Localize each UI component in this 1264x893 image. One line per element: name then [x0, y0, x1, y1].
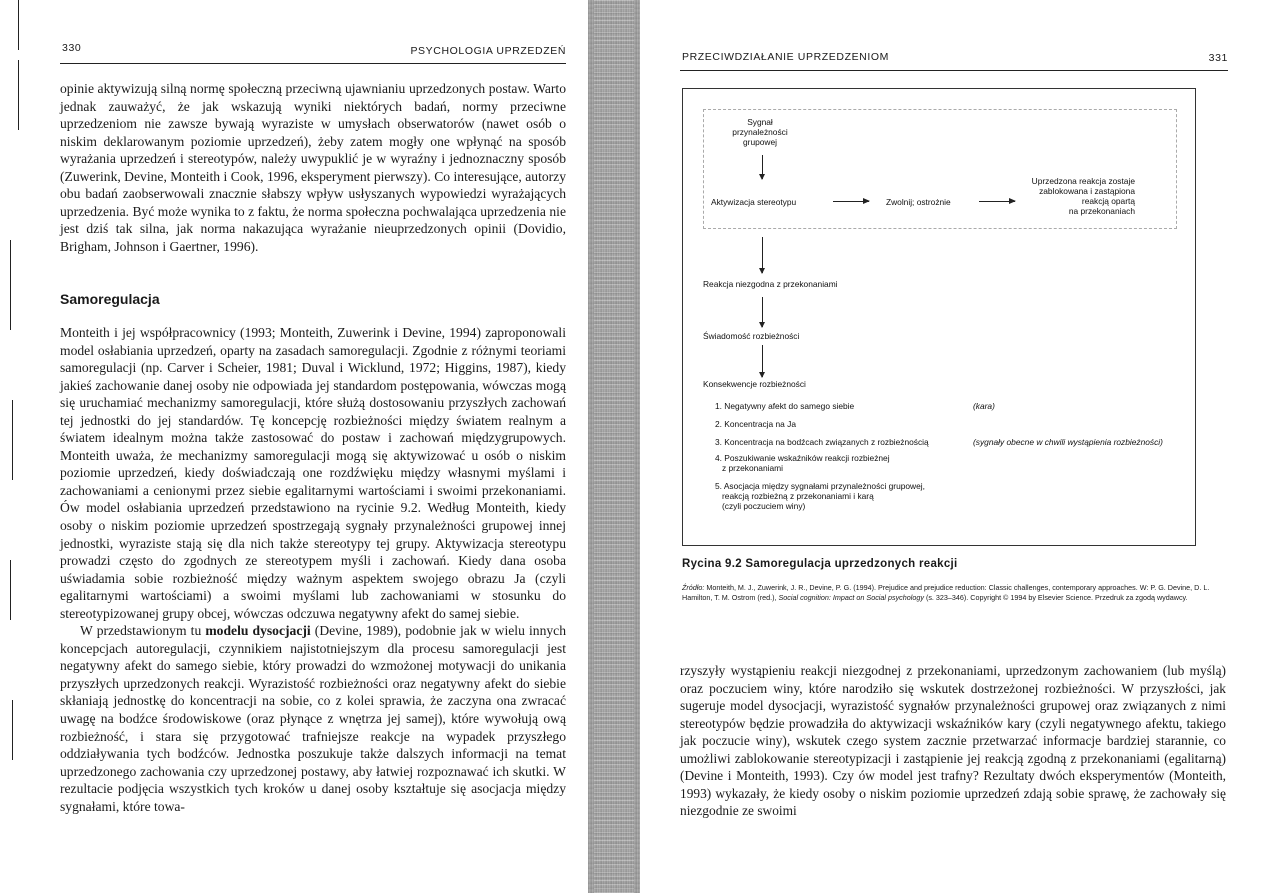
- fig-awareness: Świadomość rozbieżności: [703, 331, 800, 341]
- fig-text: 4. Poszukiwanie wskaźników reakcji rozbieżnej: [715, 453, 890, 463]
- paragraph-text: Monteith i jej współpracownicy (1993; Monteith, Zuwerink i Devine, 1994) zaproponowali model osłabiania uprzedzeń, oparty na zasadach samoregulacji. Zgodnie z różnymi teoriami samoregulacji (np. Carver i Scheier, 1981; Duval i Wicklund, 1972; Higgins, 1987), kiedy jakieś zachowanie danej osoby nie odpowiada jej standardom postępowania, wówczas mogą się uruchamiać mechanizmy samoregulacji, które służą dostosowaniu przyszłych zachowań tej jednostki do jej standardów. Tę koncepcję rozbieżności między światem realnym a światem idealnym można także zastosować do postaw i zachowań międzygrupowych. Monteith uważa, że mechanizmy samoregulacji mogą się aktywizować u osób o niskim poziomie uprzedzeń, kiedy doświadczają one rozdźwięku między własnymi myślami i zachowaniami a cenionymi przez siebie egalitarnymi wartościami i swoimi przekonaniami. Ów model osłabiania uprzedzeń przedstawiono na rycinie 9.2. Według Monteith, kiedy osoby o niskim poziomie uprzedzeń spostrzegają sygnały przynależności grupowej innej jednostki, wyraziste stają się dla nich także stereotypy tej grupy. Aktywizacja stereotypu prowadzi często do zgodnych ze stereotypem myśli i zachowań. Kiedy dana osoba uświadamia sobie rozbieżność między ważnym aspektem swojego obrazu Ja (czyli egalitarnymi wartościami) a swoimi myślami lub zachowaniami w stosunku do stereotypizowanej grupy obcej, wówczas odczuwa negatywny afekt do samej siebie.: [60, 325, 566, 621]
- fig-item-5: [715, 481, 925, 511]
- header-rule: [680, 70, 1228, 71]
- fig-arrow: [762, 345, 763, 377]
- fig-text: przynależności: [732, 127, 788, 137]
- source-text: Monteith, M. J., Zuwerink, J. R., Devine, P. G. (1994). Prejudice and prejudice reduction: Classic challenges, contemporary approaches. W: P. G. Devine, D. L. Hamilton, T. M. Ostrom (red.),: [682, 583, 1210, 603]
- fig-text: z przekonaniami: [722, 463, 783, 473]
- fig-text: Uprzedzona reakcja zostaje: [1031, 176, 1135, 186]
- paragraph-text: rzyszyły wystąpieniu reakcji niezgodnej z przekonaniami, uprzedzonym zachowaniem (lub myślą) oraz poczuciem winy, które narodziło się wskutek dostrzeżonej rozbieżności. W przyszłości, jak sugeruje model dysocjacji, wyrazistość sygnałów przynależności grupowej oraz związanych z nimi stereotypów będzie prowadziła do aktywizacji wskaźników kary (czyli negatywnego afektu, takiego jak poczucie winy), wskutek czego system zacznie przetwarzać informacje bardziej starannie, co umożliwi zablokowanie stereotypizacji i zastąpienie jej reakcją zgodną z przekonaniami (egalitarną) (Devine i Monteith, 1993). Czy ów model jest trafny? Rezultaty dwóch eksperymentów (Monteith, 1993) wykazały, że kiedy osoby o niskim poziomie uprzedzeń zdają sobie sprawę, że zachowały się niezgodnie ze swoimi: [680, 663, 1226, 819]
- source-italic: Social cognition: Impact on Social psychology: [778, 593, 924, 603]
- page-number: 330: [62, 42, 82, 54]
- fig-item-3-note: (sygnały obecne w chwili wystąpienia rozbieżności): [973, 437, 1163, 447]
- term-bold: modelu dysocjacji: [205, 623, 311, 639]
- fig-arrow: [762, 237, 763, 273]
- fig-slow: Zwolnij; ostrożnie: [886, 197, 951, 207]
- fig-activation: Aktywizacja stereotypu: [711, 197, 797, 207]
- body-paragraph: [60, 80, 566, 255]
- fig-signal: [730, 117, 790, 147]
- section-heading: Samoregulacja: [60, 291, 160, 307]
- left-page: [0, 0, 590, 893]
- fig-text: reakcją rozbieżną z przekonaniami i karą: [722, 491, 874, 501]
- figure-source: [682, 583, 1226, 604]
- page-number: 331: [1208, 52, 1228, 64]
- fig-consequences: Konsekwencje rozbieżności: [703, 379, 806, 389]
- fig-arrow: [833, 201, 869, 202]
- fig-arrow: [762, 297, 763, 327]
- book-spine-shadow: [588, 0, 640, 893]
- fig-inconsistent: Reakcja niezgodna z przekonaniami: [703, 279, 838, 289]
- fig-text: na przekonaniach: [1068, 206, 1135, 216]
- fig-item-2: 2. Koncentracja na Ja: [715, 419, 797, 429]
- source-label: Źródło:: [682, 583, 705, 592]
- figure-caption: Rycina 9.2 Samoregulacja uprzedzonych reakcji: [682, 558, 958, 570]
- running-head: PRZECIWDZIAŁANIE UPRZEDZENIOM: [682, 51, 889, 63]
- fig-arrow: [979, 201, 1015, 202]
- text-run: (Devine, 1989), podobnie jak w wielu innych koncepcjach autoregulacji, czynnikiem najistotniejszym dla procesu samoregulacji jest negatywny afekt do samego siebie, który prowadzi do wzmożonej motywacji do unikania przyszłych uprzedzonych reakcji. Wyrazistość rozbieżności oraz negatywny afekt do siebie skłaniają jednostkę do koncentracji na sobie, co z kolei sprawia, że zaczyna ona zwracać uwagę na bodźce środowiskowe (oraz płynące z wnętrza jej samej), które wywołują ową rozbieżność, i stara się przygotować trafniejsze reakcje na wypadek przyszłego oddziaływania tych bodźców. Jednostka poszukuje także dalszych informacji na temat uprzedzonego zachowania czy uprzedzonej postawy, aby łatwiej rozpoznawać ich skutki. W rezultacie podjęcia wszystkich tych kroków u danej osoby kształtuje się asocjacja między sygnałami, które towa-: [60, 623, 566, 814]
- figure-9-2: [682, 88, 1196, 546]
- fig-item-3: 3. Koncentracja na bodźcach związanych z rozbieżnością: [715, 437, 929, 447]
- fig-prejudiced-blocked: [1025, 176, 1135, 216]
- fig-text: Sygnał: [747, 117, 773, 127]
- fig-item-4: [715, 453, 890, 473]
- header-rule: [60, 63, 566, 64]
- fig-text: 5. Asocjacja między sygnałami przynależności grupowej,: [715, 481, 925, 491]
- right-page: [640, 0, 1264, 893]
- fig-arrow: [762, 155, 763, 179]
- fig-text: zablokowana i zastąpiona: [1039, 186, 1135, 196]
- fig-text: (czyli poczuciem winy): [722, 501, 806, 511]
- source-text: (s. 323–346). Copyright © 1994 by Elsevier Science. Przedruk za zgodą wydawcy.: [923, 593, 1188, 603]
- fig-text: grupowej: [743, 137, 777, 147]
- paragraph-text: [60, 622, 566, 815]
- fig-text: reakcją opartą: [1081, 196, 1135, 206]
- paragraph-text: opinie aktywizują silną normę społeczną przeciwną ujawnianiu uprzedzonych postaw. Warto jednak zauważyć, że jak wskazują wyniki niektórych badań, normy przeciwne uprzedzeniom nie zawsze bywają wyraziste w umysłach obserwatorów (nawet osób o niskim deklarowanym poziomie uprzedzeń), żeby zatem mogły one wpłynąć na sposób wyrażania uprzedzeń i stereotypów, należy uwypuklić je w wyraźny i jednoznaczny sposób (Zuwerink, Devine, Monteith i Cook, 1996, eksperyment pierwszy). Co interesujące, autorzy obu badań zaobserwowali znacznie słabszy wpływ usłyszanych wypowiedzi wyrażających uprzedzenia. Być może wynika to z faktu, że norma społeczna pochwalająca uprzedzenia nie jest dziś tak silna, jak norma nakazująca wyrażanie nieuprzedzonych opinii (Dovidio, Brigham, Johnson i Gaertner, 1996).: [60, 81, 566, 254]
- fig-item-1-note: (kara): [973, 401, 995, 411]
- text-run: W przedstawionym tu: [80, 623, 206, 639]
- running-head: PSYCHOLOGIA UPRZEDZEŃ: [410, 45, 566, 57]
- fig-item-1: 1. Negatywny afekt do samego siebie: [715, 401, 855, 411]
- body-paragraph: [60, 324, 566, 815]
- body-paragraph: [680, 662, 1226, 820]
